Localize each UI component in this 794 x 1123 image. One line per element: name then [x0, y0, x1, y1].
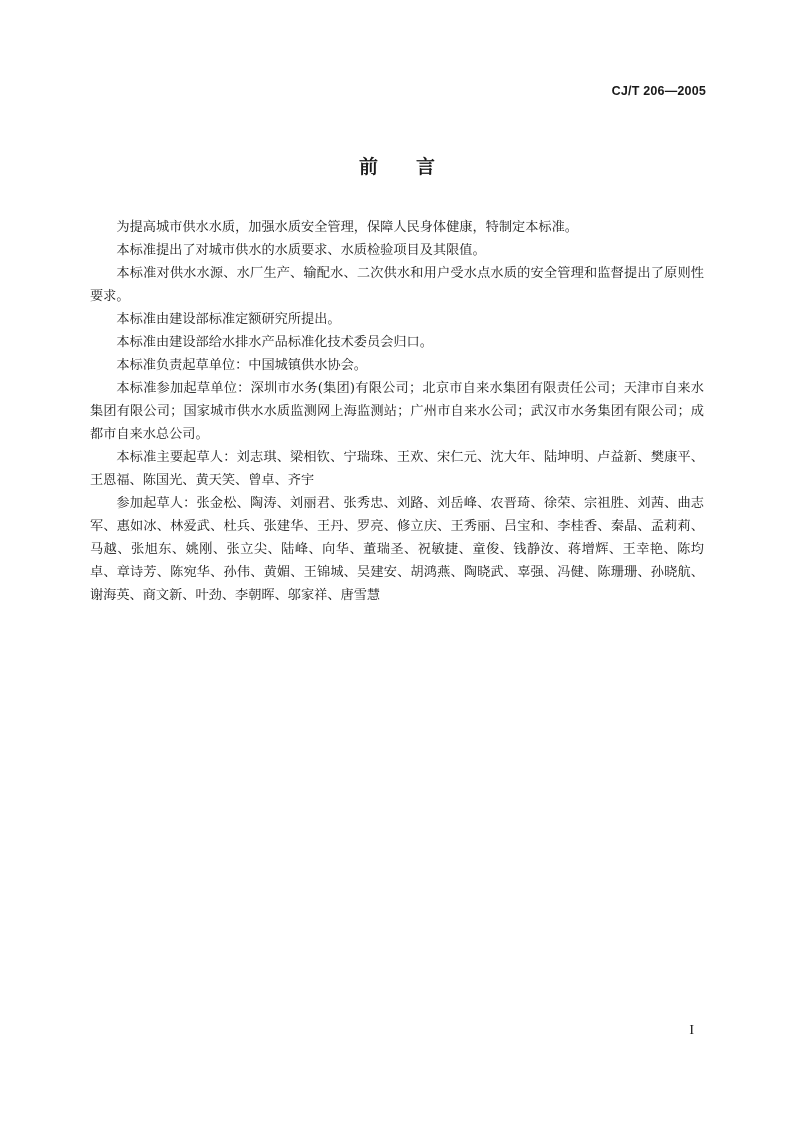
- page-title: 前言: [358, 156, 473, 178]
- paragraph-committee: 本标准由建设部给水排水产品标准化技术委员会归口。: [116, 335, 433, 350]
- page-number: I: [689, 1023, 694, 1038]
- paragraph-purpose: 为提高城市供水水质，加强水质安全管理，保障人民身体健康，特制定本标准。: [116, 220, 578, 235]
- standard-code: CJ/T 206—2005: [611, 84, 706, 98]
- paragraph-participating-units: 本标准参加起草单位：深圳市水务(集团)有限公司；北京市自来水集团有限责任公司；天津市自来水集团有限公司；国家城市供水水质监测网上海监测站；广州市自来水公司；武汉市水务集团有限公司；成都市自来水总公司。: [90, 381, 704, 442]
- paragraph-proposer: 本标准由建设部标准定额研究所提出。: [116, 312, 341, 327]
- paragraph-participating-drafters: 参加起草人：张金松、陶涛、刘丽君、张秀忠、刘路、刘岳峰、农晋琦、徐荣、宗祖胜、刘茜、曲志军、惠如冰、林爱武、杜兵、张建华、王丹、罗亮、修立庆、王秀丽、吕宝和、李桂香、秦晶、孟莉莉、马越、张旭东、姚刚、张立尖、陆峰、向华、董瑞圣、祝敏捷、童俊、钱静汝、蒋增辉、王幸艳、陈均卓、章诗芳、陈宛华、孙伟、黄媚、王锦城、吴建安、胡鸿燕、陶晓武、辜强、冯健、陈珊珊、孙晓航、谢海英、商文新、叶劲、李朝晖、邬家祥、唐雪慧: [90, 496, 704, 603]
- paragraph-requirements: 本标准提出了对城市供水的水质要求、水质检验项目及其限值。: [116, 243, 486, 258]
- foreword-body: [90, 216, 704, 607]
- paragraph-management: 本标准对供水水源、水厂生产、输配水、二次供水和用户受水点水质的安全管理和监督提出了原则性要求。: [90, 266, 704, 304]
- paragraph-lead-drafter-unit: 本标准负责起草单位：中国城镇供水协会。: [116, 358, 367, 373]
- paragraph-main-drafters: 本标准主要起草人：刘志琪、梁相钦、宁瑞珠、王欢、宋仁元、沈大年、陆坤明、卢益新、樊康平、王恩福、陈国光、黄天笑、曾卓、齐宇: [90, 450, 704, 488]
